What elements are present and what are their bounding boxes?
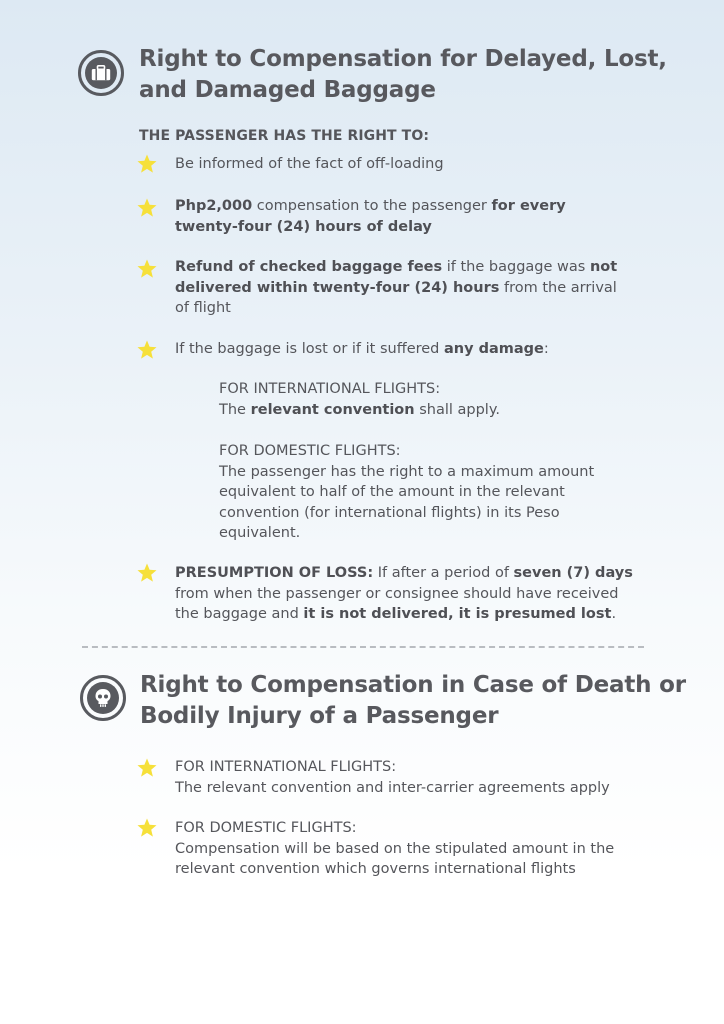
skull-glyph (94, 688, 112, 708)
list-item (175, 563, 640, 625)
suitcase-icon (85, 57, 117, 89)
body-text: from when the passenger or consignee should have received the baggage and (175, 585, 619, 622)
emphasis-text: Refund of checked baggage fees (175, 259, 443, 275)
body-text: . (611, 606, 617, 622)
skull-icon (87, 682, 119, 714)
baggage-title-line-2: and Damaged Baggage (139, 77, 436, 103)
death-injury-section-title (140, 670, 686, 732)
list-item (175, 757, 655, 798)
list-item (175, 154, 655, 175)
baggage-section-title (139, 44, 667, 106)
body-text: The (219, 401, 251, 418)
emphasis-text: relevant convention (250, 401, 415, 418)
death-domestic-text: Compensation will be based on the stipulated amount in the relevant convention which governs international flights (175, 840, 615, 877)
emphasis-text: not delivered within twenty-four (24) hours (175, 259, 618, 296)
section-divider (82, 646, 644, 648)
passenger-rights-subheading: THE PASSENGER HAS THE RIGHT TO: (139, 128, 430, 144)
star-icon (137, 818, 157, 838)
emphasis-text: PRESUMPTION OF LOSS: (175, 565, 374, 581)
suitcase-glyph (91, 65, 111, 81)
list-item (175, 339, 655, 360)
body-text: shall apply. (414, 401, 500, 418)
international-flights-label: FOR INTERNATIONAL FLIGHTS: (219, 381, 441, 397)
baggage-title-line-1: Right to Compensation for Delayed, Lost, (139, 46, 667, 72)
list-item (175, 818, 635, 880)
body-text: If after a period of (373, 565, 514, 581)
star-icon (137, 198, 157, 218)
emphasis-text: it is not delivered, it is presumed lost (303, 606, 612, 622)
domestic-flights-block (219, 441, 619, 544)
death-international-label: FOR INTERNATIONAL FLIGHTS: (175, 759, 397, 775)
star-icon (137, 259, 157, 279)
body-text: The passenger has the right to a maximum amount equivalent to half of the amount in the relevant convention (for international flights) in its Peso equivalent. (219, 463, 595, 541)
emphasis-text: seven (7) days (513, 565, 633, 581)
emphasis-text: for every twenty-four (24) hours of delay (175, 198, 566, 235)
emphasis-text: any damage (444, 341, 544, 357)
emphasis-text: Php2,000 (175, 198, 253, 214)
body-text: : (543, 341, 549, 357)
death-domestic-label: FOR DOMESTIC FLIGHTS: (175, 820, 357, 836)
star-icon (137, 563, 157, 583)
body-text: If the baggage is lost or if it suffered (175, 341, 444, 357)
list-item (175, 257, 630, 319)
star-icon (137, 758, 157, 778)
list-item (175, 196, 595, 237)
body-text: Be informed of the fact of off-loading (175, 156, 444, 172)
star-icon (137, 154, 157, 174)
body-text: if the baggage was (442, 259, 590, 275)
international-flights-block (219, 379, 639, 420)
star-icon (137, 340, 157, 360)
death-title-line-1: Right to Compensation in Case of Death or (140, 672, 686, 698)
body-text: from the arrival of flight (175, 279, 617, 316)
domestic-flights-text (219, 462, 619, 544)
death-international-text: The relevant convention and inter-carrier agreements apply (175, 779, 610, 796)
death-title-line-2: Bodily Injury of a Passenger (140, 703, 499, 729)
body-text: compensation to the passenger (252, 198, 492, 214)
domestic-flights-label: FOR DOMESTIC FLIGHTS: (219, 443, 401, 459)
international-flights-text (219, 400, 639, 421)
skull-icon-badge (80, 675, 126, 721)
suitcase-icon-badge (78, 50, 124, 96)
